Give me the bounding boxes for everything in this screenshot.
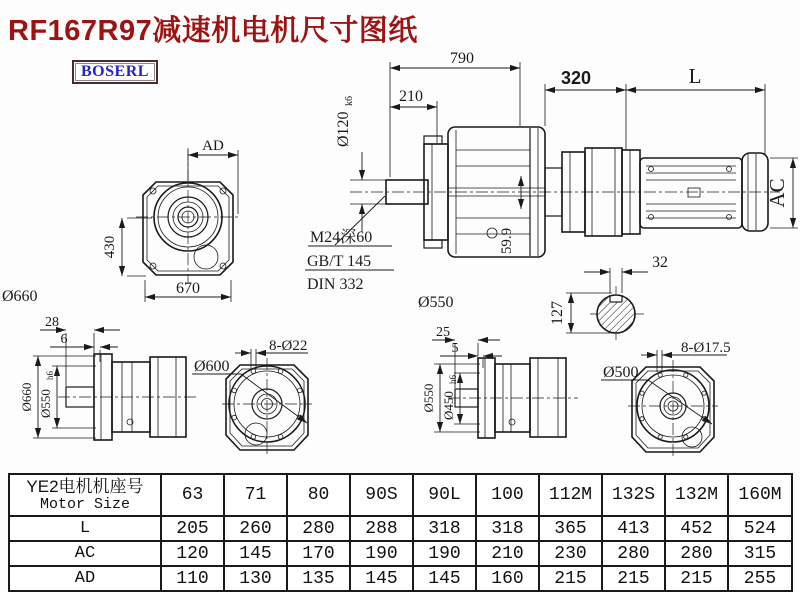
dim-5: 5 (451, 341, 459, 356)
table-cell: 413 (602, 516, 665, 541)
dim-l: L (688, 64, 702, 88)
dim-670: 670 (176, 280, 200, 297)
dim-dia-600: Ø600 (194, 358, 230, 375)
table-cell: 215 (602, 566, 665, 591)
table-row-AD (9, 566, 792, 591)
dim-dia-500: Ø500 (603, 364, 639, 381)
row-label: L (9, 516, 161, 541)
row-label: AD (9, 566, 161, 591)
table-cell: 170 (287, 541, 350, 566)
dim-320: 320 (560, 68, 592, 88)
table-header-row (9, 474, 792, 516)
col-header: 90S (350, 474, 413, 516)
table-cell: 190 (413, 541, 476, 566)
col-header: 63 (161, 474, 224, 516)
gearmotor-side-view (305, 50, 798, 293)
table-cell: 452 (665, 516, 728, 541)
table-cell: 318 (476, 516, 539, 541)
table-cell: 145 (413, 566, 476, 591)
col-header: 71 (224, 474, 287, 516)
table-cell: 318 (413, 516, 476, 541)
table-cell: 260 (224, 516, 287, 541)
table-row-L (9, 516, 792, 541)
page-title: RF167R97减速机电机尺寸图纸 (8, 15, 418, 47)
col-header: 100 (476, 474, 539, 516)
callout-din: DIN 332 (307, 276, 364, 293)
table-cell: 280 (665, 541, 728, 566)
col-header: 160M (728, 474, 792, 516)
table-cell: 210 (476, 541, 539, 566)
dim-dia-450: Ø450 (441, 391, 456, 420)
dim-ac: AC (765, 178, 789, 208)
table-cell: 315 (728, 541, 792, 566)
gearbox-front-view (102, 138, 240, 302)
table-cell: 205 (161, 516, 224, 541)
table-title-cn: YE2电机机座号 (26, 477, 144, 496)
table-cell: 365 (539, 516, 602, 541)
callout-gb: GB/T 145 (307, 253, 372, 270)
table-cell: 288 (350, 516, 413, 541)
dim-6: 6 (60, 332, 68, 347)
dim-28: 28 (45, 315, 59, 330)
flange-view-660 (2, 288, 196, 440)
table-row-AC (9, 541, 792, 566)
table-cell: 280 (287, 516, 350, 541)
dim-shaft-dia-tol: k6 (344, 96, 355, 106)
bolt-circle-view-600 (192, 338, 312, 454)
table-title-en: Motor Size (39, 496, 130, 513)
table-cell: 160 (476, 566, 539, 591)
dim-holes-22: 8-Ø22 (269, 338, 308, 354)
row-label: AC (9, 541, 161, 566)
table-cell: 215 (665, 566, 728, 591)
dim-790: 790 (450, 50, 474, 67)
col-header: 112M (539, 474, 602, 516)
table-cell: 255 (728, 566, 792, 591)
dim-430: 430 (102, 235, 118, 259)
table-cell: 215 (539, 566, 602, 591)
dim-dia-450-tol: h6 (448, 375, 458, 384)
table-cell: 280 (602, 541, 665, 566)
dim-59-9: 59.9 (499, 227, 515, 255)
dim-dia-550-tol: h6 (45, 371, 55, 380)
table-cell: 145 (350, 566, 413, 591)
col-header: 90L (413, 474, 476, 516)
col-header: 132M (665, 474, 728, 516)
motor-size-table (8, 473, 793, 592)
table-cell: 230 (539, 541, 602, 566)
table-cell: 190 (350, 541, 413, 566)
table-cell: 110 (161, 566, 224, 591)
table-cell: 135 (287, 566, 350, 591)
dim-holes-17-5: 8-Ø17.5 (681, 340, 731, 356)
dim-210: 210 (399, 88, 423, 105)
bolt-circle-view-500 (601, 340, 731, 456)
callout-thread: M24深60 (310, 229, 373, 246)
table-cell: 145 (224, 541, 287, 566)
dim-25: 25 (436, 325, 450, 340)
dim-dia-550-spigot: Ø550 (38, 389, 53, 418)
brand-logo-text: BOSERL (81, 63, 149, 80)
dim-dia-550-outer: Ø550 (421, 383, 436, 413)
dim-127: 127 (549, 301, 566, 325)
table-cell: 130 (224, 566, 287, 591)
caption-550: Ø550 (418, 294, 454, 311)
caption-660: Ø660 (2, 288, 38, 305)
dim-dia-660: Ø660 (19, 382, 34, 412)
dim-ad: AD (202, 138, 224, 154)
shaft-section-view (549, 254, 668, 342)
col-header: 80 (287, 474, 350, 516)
table-cell: 120 (161, 541, 224, 566)
dim-shaft-dia: Ø120 (335, 111, 352, 147)
dim-32: 32 (652, 254, 668, 271)
col-header: 132S (602, 474, 665, 516)
table-title-cell (9, 474, 161, 516)
table-cell: 524 (728, 516, 792, 541)
